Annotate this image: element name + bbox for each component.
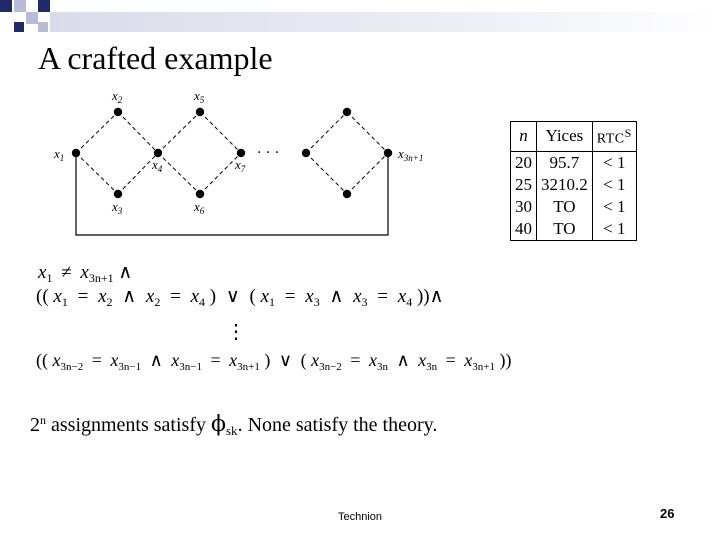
col-header-yices: Yices: [537, 122, 593, 152]
node-bottom-last: [343, 190, 351, 198]
formula-line-3: (( $x_{3n-2}$ = $x_{3n-1}$ ∧ $x_{3n-1}$ = $x_{3n+1}$ ) ∨ ( $x_{3n-2}$ = $x_{3n}$ ∧ $x_{3n}$ = $x_{3n+1}$ )): [36, 350, 512, 373]
node-x2: [114, 108, 122, 116]
table-row: 40 TO < 1: [511, 218, 637, 241]
formula-vdots: ⋮: [226, 321, 246, 343]
node-x5: [196, 108, 204, 116]
label-x7: $x_7$: [235, 157, 246, 174]
graph-ellipsis: · · ·: [257, 145, 280, 161]
table-header-row: [511, 122, 637, 152]
col-header-rtc: $RTC^S$: [592, 122, 636, 152]
label-x1: $x_1$: [54, 146, 65, 163]
label-x3: $x_3$: [112, 199, 123, 216]
label-x5: $x_5$: [194, 88, 205, 105]
page-number: 26: [660, 506, 675, 521]
node-x3n1: [384, 149, 392, 157]
node-x1: [72, 149, 80, 157]
label-x2: $x_2$: [112, 88, 123, 105]
node-x4: [154, 149, 162, 157]
dashed-edges: [76, 112, 388, 194]
node-x3: [114, 190, 122, 198]
node-x7: [237, 149, 245, 157]
footer-institution: Technion: [338, 511, 383, 523]
node-x3n2: [302, 149, 310, 157]
label-x3n1: $x_{3n+1}$: [398, 146, 424, 163]
formula-line-2: (( $x_1$ = $x_2$ ∧ $x_2$ = $x_4$ ) ∨ ( $x_1$ = $x_3$ ∧ $x_3$ = $x_4$ ))∧: [36, 286, 444, 309]
node-x6: [196, 190, 204, 198]
label-x4: $x_4$: [152, 157, 163, 174]
node-top-last: [343, 108, 351, 116]
results-table: [510, 121, 637, 241]
table-row: 30 TO < 1: [511, 196, 637, 218]
graph-nodes: [72, 108, 392, 198]
table-row: 20 95.7 < 1: [511, 151, 637, 174]
title-decoration-bar: [50, 12, 720, 32]
col-header-n: n: [511, 122, 537, 152]
statement-text: 2$^n$ assignments satisfy $\phi_{sk}$. None satisfy the theory.: [30, 412, 438, 438]
table-row: 25 3210.2 < 1: [511, 174, 637, 196]
label-x6: $x_6$: [194, 199, 205, 216]
constraint-formula: [30, 260, 670, 380]
diamond-chain-graph: [40, 85, 460, 245]
slide-title: A crafted example: [38, 40, 273, 76]
formula-line-1: $x_1$ ≠ $x_{3n+1}$ ∧: [38, 262, 133, 285]
closing-edge: [76, 153, 388, 235]
